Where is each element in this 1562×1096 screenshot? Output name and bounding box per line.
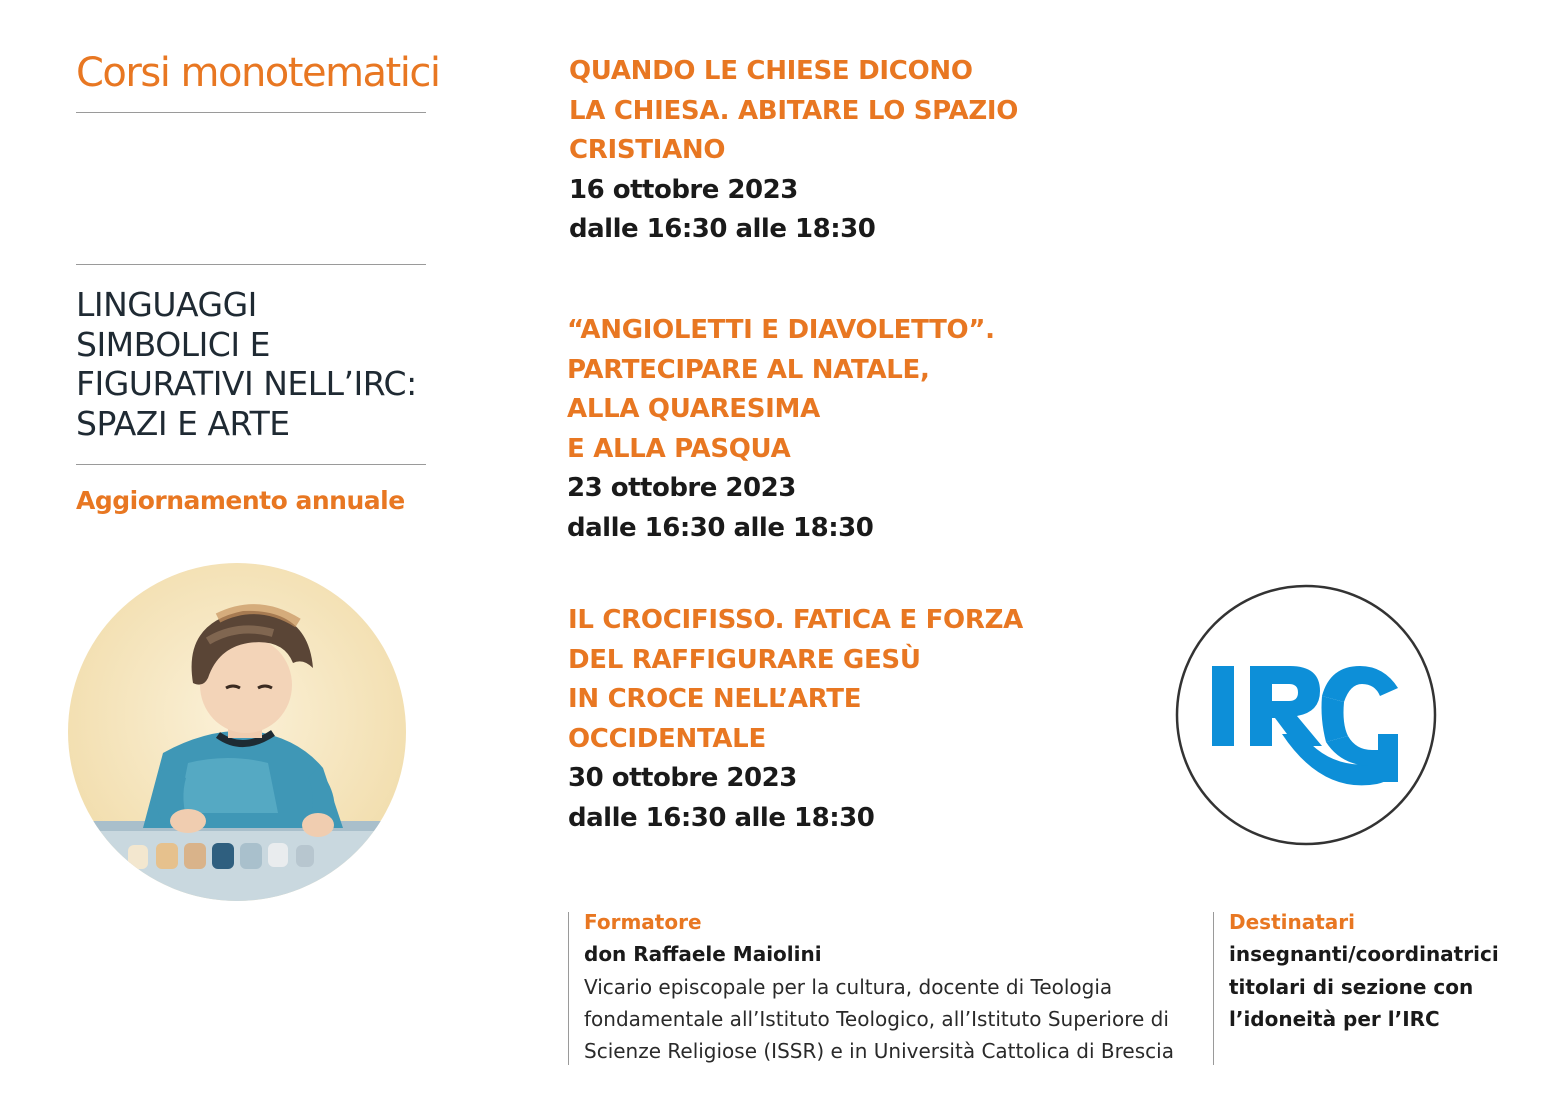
- audience-line: titolari di sezione con: [1229, 974, 1474, 999]
- session-date: 23 ottobre 2023: [567, 473, 796, 503]
- session-title-line: E ALLA PASQUA: [567, 433, 791, 464]
- trainer-label: Formatore: [584, 910, 702, 934]
- course-title-line: FIGURATIVI NELL’IRC:: [76, 364, 417, 403]
- session-1: [569, 52, 1018, 250]
- audience-label: Destinatari: [1229, 910, 1355, 934]
- session-title-line: QUANDO LE CHIESE DICONO: [569, 56, 973, 86]
- divider: [76, 112, 426, 113]
- session-title-line: ALLA QUARESIMA: [567, 394, 820, 424]
- audience-line: insegnanti/coordinatrici: [1229, 942, 1499, 967]
- trainer-description-line: fondamentale all’Istituto Teologico, all’Istituto Superiore di: [584, 1006, 1169, 1031]
- divider: [76, 264, 426, 265]
- course-title-line: SIMBOLICI E: [76, 324, 270, 364]
- course-title: [76, 285, 436, 443]
- session-time: dalle 16:30 alle 18:30: [567, 512, 874, 543]
- divider: [1213, 912, 1214, 1065]
- session-date: 30 ottobre 2023: [568, 763, 797, 793]
- irc-logo: [1172, 584, 1440, 846]
- session-time: dalle 16:30 alle 18:30: [569, 214, 876, 244]
- audience-line: l’idoneità per l’IRC: [1229, 1006, 1440, 1031]
- session-title-line: DEL RAFFIGURARE GESÙ: [568, 644, 921, 675]
- session-title-line: “ANGIOLETTI E DIAVOLETTO”.: [567, 315, 995, 345]
- trainer-description-line: Scienze Religiose (ISSR) e in Università Cattolica di Brescia: [584, 1039, 1174, 1064]
- session-title-line: LA CHIESA. ABITARE LO SPAZIO: [569, 95, 1019, 126]
- child-painting-illustration: [68, 563, 406, 901]
- session-title-line: PARTECIPARE AL NATALE,: [567, 354, 930, 385]
- trainer-name: don Raffaele Maiolini: [584, 942, 822, 967]
- session-title-line: OCCIDENTALE: [568, 723, 766, 754]
- session-title-line: IN CROCE NELL’ARTE: [568, 684, 862, 714]
- session-2: [567, 311, 995, 548]
- section-title: Corsi monotematici: [76, 50, 440, 96]
- trainer-description-line: Vicario episcopale per la cultura, docente di Teologia: [584, 974, 1113, 999]
- session-time: dalle 16:30 alle 18:30: [568, 802, 875, 833]
- session-title-line: CRISTIANO: [569, 135, 726, 165]
- divider: [76, 464, 426, 465]
- divider: [568, 912, 569, 1065]
- course-title-line: LINGUAGGI: [76, 285, 257, 324]
- logo-text: IRC: [1172, 584, 1174, 585]
- course-subtitle: Aggiornamento annuale: [76, 486, 405, 515]
- trainer-info: [584, 906, 1174, 1067]
- audience-info: [1229, 906, 1499, 1035]
- session-title-line: IL CROCIFISSO. FATICA E FORZA: [568, 605, 1023, 635]
- session-3: [568, 601, 1023, 838]
- session-date: 16 ottobre 2023: [569, 174, 798, 205]
- course-title-line: SPAZI E ARTE: [76, 403, 290, 443]
